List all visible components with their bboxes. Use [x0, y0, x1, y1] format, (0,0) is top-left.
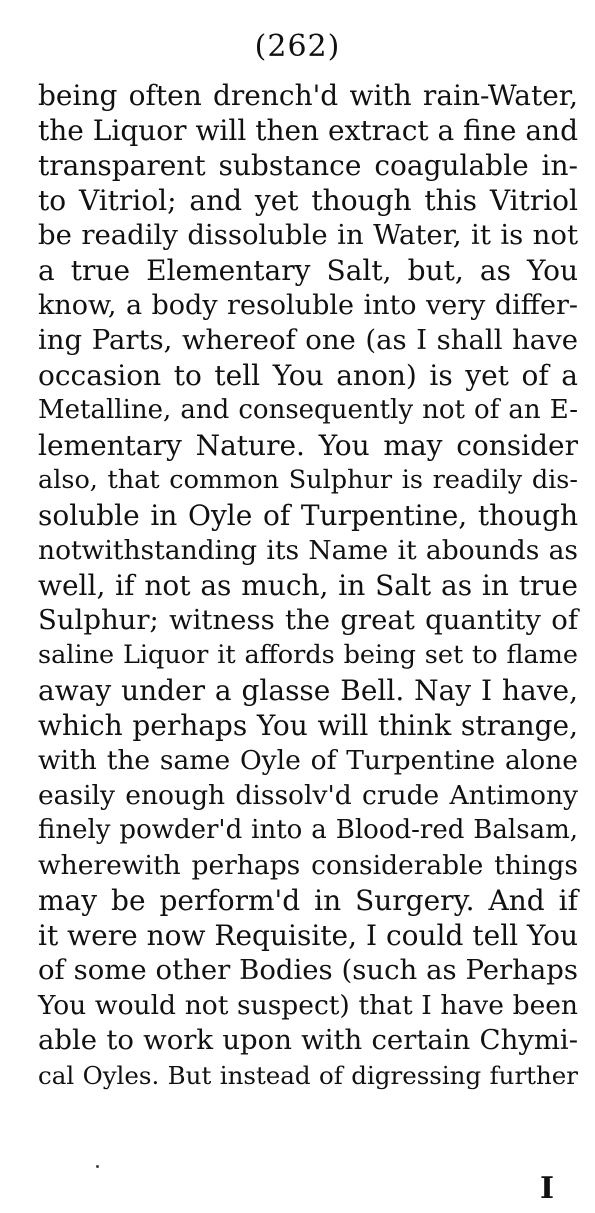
text-line: Metalline, and consequently not of an E-: [38, 395, 578, 425]
page-number: (262): [254, 29, 341, 64]
text-line: You would not suspect) that I have been: [38, 990, 578, 1021]
text-line: away under a glasse Bell. Nay I have,: [38, 674, 578, 707]
text-line: the Liquor will then extract a fine and: [38, 114, 578, 147]
text-line: ing Parts, whereof one (as I shall have: [38, 324, 578, 356]
text-line: well, if not as much, in Salt as in true: [38, 569, 578, 602]
text-line: with the same Oyle of Turpentine alone: [38, 745, 578, 776]
text-line: it were now Requisite, I could tell You: [38, 919, 578, 952]
text-line: able to work upon with certain Chymi-: [38, 1024, 578, 1056]
ink-speck: [96, 1165, 99, 1168]
text-line: soluble in Oyle of Turpentine, though: [38, 499, 578, 532]
text-line: saline Liquor it affords being set to flame: [38, 640, 578, 670]
text-line: occasion to tell You anon) is yet of a: [38, 359, 578, 392]
text-line: may be perform'd in Surgery. And if: [38, 884, 578, 917]
text-line: easily enough dissolv'd crude Antimony: [38, 780, 578, 811]
text-line: being often drench'd with rain-Water,: [38, 79, 578, 112]
body-text: [38, 78, 578, 1093]
text-line: Sulphur; witness the great quantity of: [38, 604, 578, 636]
text-line: finely powder'd into a Blood-red Balsam,: [38, 815, 578, 845]
text-line: which perhaps You will think strange,: [38, 709, 578, 742]
catchword: I: [540, 1171, 555, 1206]
text-line: lementary Nature. You may consider: [38, 429, 578, 462]
text-line: of some other Bodies (such as Perhaps: [38, 954, 578, 986]
text-line: transparent substance coagulable in-: [38, 149, 578, 182]
text-line: know, a body resoluble into very differ-: [38, 290, 578, 321]
text-line: wherewith perhaps considerable things: [38, 850, 578, 881]
text-line: notwithstanding its Name it abounds as: [38, 535, 578, 566]
text-line: cal Oyles. But instead of digressing further: [38, 1061, 578, 1090]
text-line: to Vitriol; and yet though this Vitriol: [38, 184, 578, 217]
text-line: a true Elementary Salt, but, as You: [38, 254, 578, 287]
text-line: also, that common Sulphur is readily dis-: [38, 465, 578, 495]
text-line: be readily dissoluble in Water, it is not: [38, 219, 578, 251]
